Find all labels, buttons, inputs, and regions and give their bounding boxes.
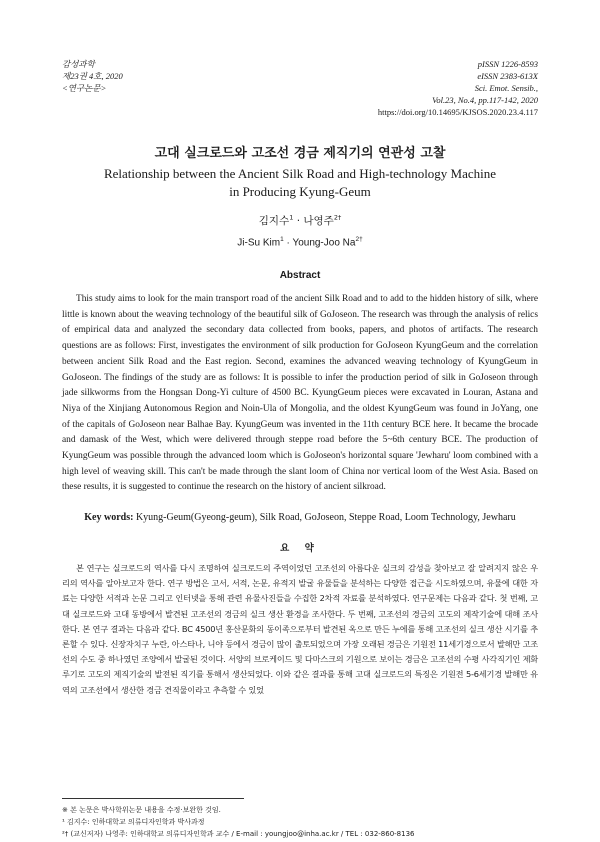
keywords-label: Key words: (84, 512, 134, 523)
summary-text: 본 연구는 실크로드의 역사를 다시 조명하여 실크로드의 주역이었던 고조선의 아름다운 실크의 감성을 찾아보고 잘 알려지지 않은 우리의 역사를 알아보고자 한다. 연구 방법은 고서, 서적, 논문, 유적지 발굴 유물들을 분석하는 다양한 접근을 시도하였으며, 유물에 대한 자료는 다양한 서적과 논문 그리고 인터넷을 통해 관련 유물사진들을 수집한 2차적 자료를 분석하였다. 연구문제는 다음과 같다. 첫 번째, 고대 실크로드와 고대 동방에서 발견된 고조선의 경금의 실크 생산 환경을 조사한다. 두 번째, 고조선의 경금의 고도의 제작기술에 대해 조사한다. 본 연구 결과는 다음과 같다. BC 4500년 홍산문화의 동이족으로부터 발견된 옥으로 만든 누에를 통해 고조선의 실크 생산 시기를 추론할 수 있다. 신장자치구 누란, 아스타나, 니야 등에서 경금이 많이 출토되었으며 가장 오래된 경금은 기원전 11세기경으로서 발해만 고조선의 수도 중 하나였던 조양에서 발굴된 것이다. 서양의 브로케이드 및 다마스크의 기원으로 보이는 경금은 고조선의 수평 사각직기인 제화루기로 고도의 제직기술의 발전된 직기를 통해서 생산되었다. 이와 같은 결과를 통해 고대 실크로드의 특징은 기원전 5-6세기경 발해만 유역의 고조선에서 생산한 경금 견직물이라고 추측할 수 있었 (62, 563, 538, 695)
article-type: <연구논문> (62, 83, 107, 93)
journal-volume: 제23권 4호, 2020 (62, 71, 123, 81)
title-english: Relationship between the Ancient Silk Road and High-technology Machine in Producing Kyung-Geum (103, 166, 497, 199)
journal-info-right (378, 58, 538, 118)
journal-abbrev: Sci. Emot. Sensib., (474, 83, 538, 93)
author-separator-en: · (283, 237, 293, 249)
title-korean: 고대 실크로드와 고조선 경금 제직기의 연관성 고찰 (154, 146, 446, 161)
author-2-name: 나영주 (303, 215, 334, 227)
footnote-divider (62, 798, 244, 799)
abstract-text: This study aims to look for the main transport road of the ancient Silk Road and to add to the hidden history of silk, where little is known about the weaving technology of the beautiful silk of GoJoseon. The research was through the analysis of relics of empirical data and analyzed the secondary data collected from books, papers, and photos of artifacts. The research questions are as follows: First, investigates the environment of silk production for GoJoseon KyungGeum and the correlation between ancient Silk Road and the East region. Second, examines the advanced weaving technology of KyungGeum in GoJoseon. The findings of the study are as follows: It is possible to infer the production period of silk in GoJoseon through jade silkworms from the Hongsan Dong-Yi culture of 4500 BC. KyungGeum pieces were excavated in Louran, Astana and Niya of the Xinjiang Autonomous Region and Noin-Ula of Mongolia, and the oldest KyungGeum was found in JoYang, one of the capitals of GoJoseon near Balhae Bay. KyungGeum was invented in the 11th century BCE here. It became the brocade and damask of the West, which were delivered through steppe road before the 5~6th century BCE. The production of KyungGeum was possible through the advanced loom which is GoJoseon's horizontal square 'Jewharu' loom combined with a high level of weaving skill. This can't be made through the slant loom of China nor vertical loom of the West Asia. Based on these results, it is suggested to continue the research on the history of ancient silkroad. (62, 294, 538, 493)
journal-name: 감성과학 (62, 59, 95, 69)
author-2-affil: 2† (333, 213, 342, 222)
author-1-name: 김지수 (258, 215, 290, 227)
journal-info-left (62, 58, 123, 94)
keywords-text: Kyung-Geum(Gyeong-geum), Silk Road, GoJoseon, Steppe Road, Loom Technology, Jewharu (135, 512, 516, 523)
footnotes (62, 804, 538, 840)
footnote-author-2: ²† (교신저자) 나영주: 인하대학교 의류디자인학과 교수 / E-mail : youngjoo@inha.ac.kr / TEL : 032-860-8136 (62, 830, 415, 838)
author-2-name-en: Young-Joo Na (292, 237, 356, 249)
pissn: pISSN 1226-8593 (477, 59, 538, 69)
volume-pages: Vol.23, No.4, pp.117-142, 2020 (432, 95, 538, 105)
summary-heading: 요 약 (280, 543, 320, 554)
doi-link[interactable]: https://doi.org/10.14695/KJSOS.2020.23.4.117 (377, 107, 538, 117)
keywords (62, 512, 538, 523)
author-separator: · (293, 215, 304, 227)
eissn: eISSN 2383-613X (477, 71, 538, 81)
authors-english (0, 236, 600, 248)
author-1-name-en: Ji-Su Kim (237, 237, 281, 249)
footnote-author-1: ¹ 김지수: 인하대학교 의류디자인학과 박사과정 (62, 818, 205, 826)
abstract-heading: Abstract (279, 270, 321, 281)
author-1-affil-en: 1 (280, 236, 284, 243)
author-1-affil: 1 (289, 213, 294, 222)
author-2-affil-en: 2† (355, 236, 363, 243)
authors-korean (0, 213, 600, 228)
footnote-thesis: ※ 본 논문은 박사학위논문 내용을 수정·보완한 것임. (62, 806, 221, 814)
